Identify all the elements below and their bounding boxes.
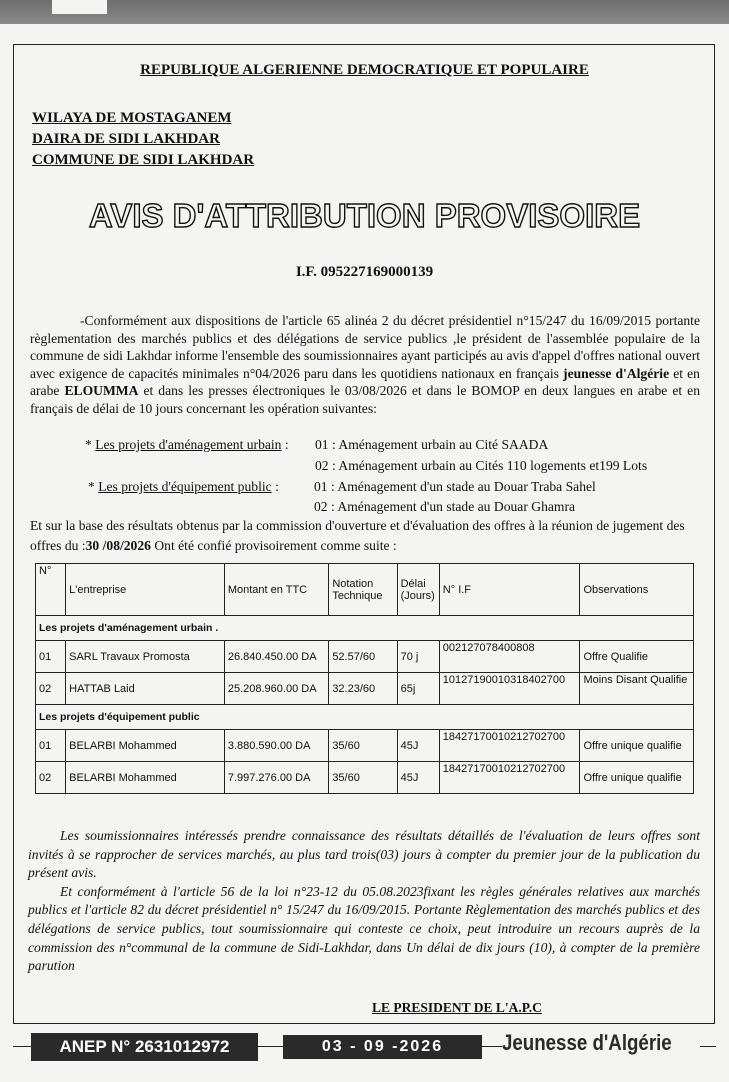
table-header-row bbox=[36, 564, 694, 616]
header-notation: Notation Technique bbox=[329, 564, 397, 616]
document-title: AVIS D'ATTRIBUTION PROVISOIRE bbox=[88, 197, 641, 234]
bottom-rule-right bbox=[482, 1046, 502, 1047]
section-equipement: Les projets d'équipement public bbox=[36, 705, 694, 730]
daira-line: DAIRA DE SIDI LAKHDAR bbox=[32, 131, 220, 147]
table-row: 01 BELARBI Mohammed 3.880.590.00 DA 35/60 45J 18427170010212702700 Offre unique qualifie bbox=[36, 730, 694, 762]
results-table bbox=[35, 563, 694, 794]
wilaya-line: WILAYA DE MOSTAGANEM bbox=[32, 110, 232, 126]
recourse-paragraph: Et conformément à l'article 56 de la loi n°23-12 du 05.08.2023fixant les règles générales relatives aux marchés publics et l'article 82 du décret présidentiel n° 15/247 du 16/09/2015. Portante Règlementation des marchés publics et des délégations de service publics, tout soumissionnaire qui conteste ce choix, peut introduire un recours auprès de la commission des n°communal de la commune de Sidi-Lakhdar, dans Un délai de dix jours (10), à compter de la première parution bbox=[28, 883, 700, 974]
project-equipement-item-2: 02 : Aménagement d'un stade au Douar Ghamra bbox=[314, 499, 576, 514]
administration-block bbox=[32, 108, 254, 171]
closing-paragraphs bbox=[28, 827, 700, 976]
results-intro: Et sur la base des résultats obtenus par la commission d'ouverture et d'évaluation des offres à la réunion de jugement des offres du :30 /08/2026 Ont été confié provisoirement comme suite : bbox=[30, 518, 685, 553]
republique-heading: REPUBLIQUE ALGERIENNE DEMOCRATIQUE ET POPULAIRE bbox=[140, 62, 589, 78]
table-row: 02 HATTAB Laid 25.208.960.00 DA 32.23/60 65j 10127190010318402700 Moins Disant Qualifie bbox=[36, 673, 694, 705]
journal-ar: ELOUMMA bbox=[64, 383, 139, 399]
section-amenagement: Les projets d'aménagement urbain . bbox=[36, 616, 694, 641]
scan-top-edge bbox=[0, 0, 729, 24]
project-amenagement-item-2: 02 : Aménagement urbain au Cités 110 logements et199 Lots bbox=[315, 458, 648, 473]
project-amenagement-item-1: 01 : Aménagement urbain au Cité SAADA bbox=[315, 437, 549, 452]
header-delai: Délai (Jours) bbox=[397, 564, 439, 616]
table-row: 01 SARL Travaux Promosta 26.840.450.00 DA 52.57/60 70 j 002127078400808 Offre Qualifie bbox=[36, 641, 694, 673]
anep-number: ANEP N° 2631012972 bbox=[31, 1033, 258, 1061]
commune-line: COMMUNE DE SIDI LAKHDAR bbox=[32, 152, 255, 168]
project-equipement-label: * Les projets d'équipement public : bbox=[88, 479, 279, 494]
scan-white-patch bbox=[52, 0, 107, 14]
newspaper-logo: Jeunesse d'Algérie bbox=[502, 1030, 672, 1055]
project-amenagement-label: * Les projets d'aménagement urbain : bbox=[85, 437, 289, 452]
header-montant: Montant en TTC bbox=[224, 564, 328, 616]
bottom-rule-left bbox=[13, 1046, 31, 1047]
judgement-date: 30 /08/2026 bbox=[85, 538, 151, 553]
header-entreprise: L'entreprise bbox=[66, 564, 225, 616]
bottom-rule-mid bbox=[258, 1046, 283, 1047]
publication-date: 03 - 09 -2026 bbox=[283, 1035, 482, 1059]
journal-fr: jeunesse d'Algérie bbox=[563, 365, 670, 381]
header-observations: Observations bbox=[580, 564, 694, 616]
header-nif: N° I.F bbox=[439, 564, 580, 616]
consultation-paragraph: Les soumissionnaires intéressés prendre connaissance des résultats détaillés de l'évaluation de leurs offres sont invités à se rapprocher de services marchés, au plus tard trois(03) jours à compter du premier jour de la publication du présent avis. bbox=[28, 828, 700, 881]
header-num: N° bbox=[36, 564, 66, 616]
president-signature: LE PRESIDENT DE L'A.P.C bbox=[372, 1000, 542, 1015]
project-equipement-item-1: 01 : Aménagement d'un stade au Douar Traba Sahel bbox=[314, 479, 596, 494]
table-row: 02 BELARBI Mohammed 7.997.276.00 DA 35/60 45J 18427170010212702700 Offre unique qualifie bbox=[36, 762, 694, 794]
bottom-rule-end bbox=[700, 1046, 716, 1047]
intro-paragraph: -Conformément aux dispositions de l'article 65 alinéa 2 du décret présidentiel n°15/247 du 16/09/2015 portante règlementation des marchés publics et des délégations de service publics ,le président de l'assemblée populaire de la commune de sidi Lakhdar informe l'ensemble des soumissionnaires ayant participés au avis d'appel d'offres national ouvert avec exigence de capacités minimales n°04/2026 paru dans les quotidiens nationaux en français jeunesse d'Algérie et en arabe ELOUMMA et dans les presses électroniques le 03/08/2026 et dans le BOMOP en deux langues en arabe et en français de délai de 10 jours concernant les opération suivantes: bbox=[30, 313, 700, 416]
if-number: I.F. 095227169000139 bbox=[295, 264, 434, 280]
